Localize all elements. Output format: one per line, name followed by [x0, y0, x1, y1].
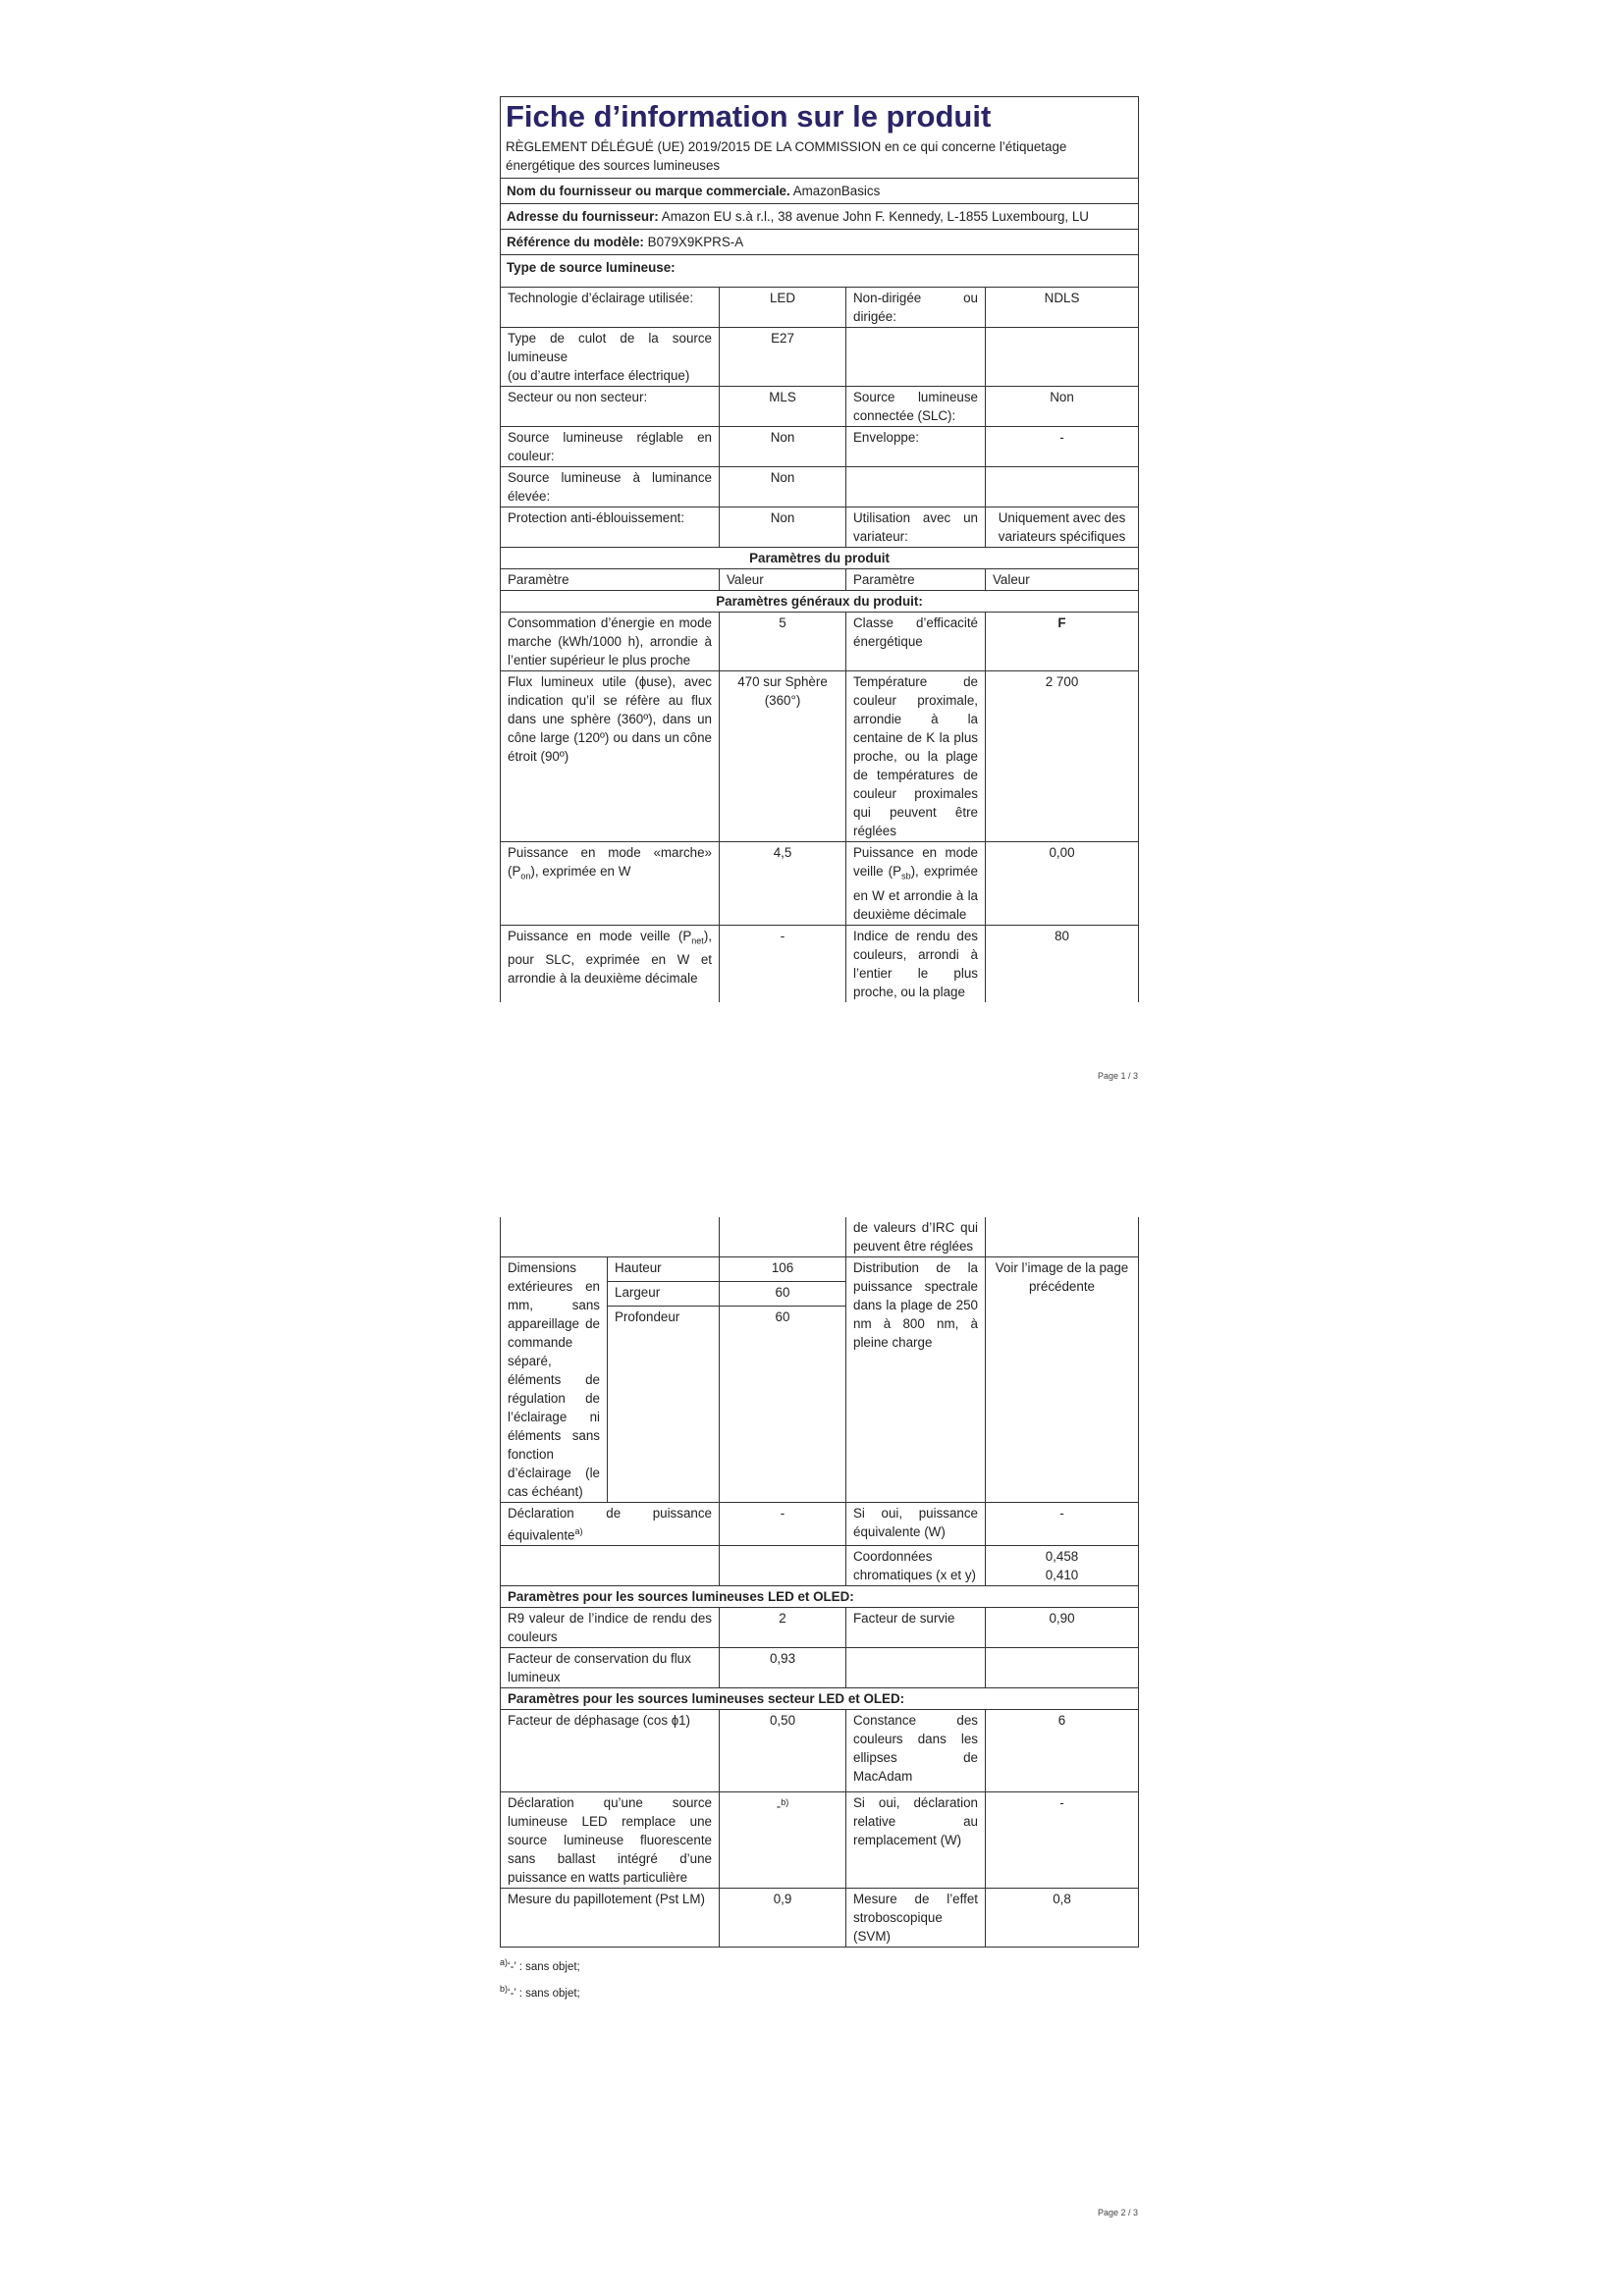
footnote-text: ‘-’ : sans objet; [508, 1988, 580, 2001]
cell-label-line: (ou d’autre interface électrique) [508, 368, 690, 383]
cell-label [846, 467, 986, 507]
label-part: Puissance en mode «marche» (P [508, 845, 712, 879]
cell-label: Si oui, puissance équivalente (W) [846, 1503, 986, 1546]
address-value: Amazon EU s.à r.l., 38 avenue John F. Kennedy, L-1855 Luxembourg, LU [661, 209, 1089, 224]
page-number: Page 2 / 3 [1097, 2208, 1138, 2217]
footnote-marker: a) [500, 1957, 509, 1968]
cell-value [986, 1648, 1139, 1688]
cell-label: Consommation d’énergie en mode marche (kWh/1000 h), arrondie à l’entier supérieur le plus proche [501, 613, 720, 671]
table-row [501, 1889, 1139, 1948]
table-row [501, 1546, 1139, 1586]
table-row [501, 507, 1139, 548]
cell-value: 4,5 [720, 842, 846, 926]
cell-value: 0,9 [720, 1889, 846, 1948]
page-1 [500, 96, 1138, 1081]
cell-value: 0,93 [720, 1648, 846, 1688]
cell-value [720, 1546, 846, 1586]
cell-value: 2 700 [986, 671, 1139, 842]
model-label: Référence du modèle: [507, 235, 644, 249]
light-source-type-heading: Type de source lumineuse: [501, 255, 1139, 288]
address-label: Adresse du fournisseur: [507, 209, 659, 224]
energy-class-value: F [986, 613, 1139, 671]
cell-value: 0,50 [720, 1710, 846, 1792]
cell-label [501, 1503, 720, 1546]
cell-label: Non-dirigée ou dirigée: [846, 288, 986, 328]
cell-value: Non [986, 387, 1139, 427]
footnote-marker: b) [500, 1984, 509, 1995]
cell-value [720, 1792, 846, 1889]
cell-label: Mesure de l’effet stroboscopique (SVM) [846, 1889, 986, 1948]
column-header: Valeur [720, 569, 846, 591]
product-info-table-continued [500, 1217, 1139, 1948]
cell-label: Source lumineuse réglable en couleur: [501, 427, 720, 467]
cell-label: Protection anti-éblouissement: [501, 507, 720, 548]
width-label: Largeur [608, 1282, 720, 1307]
model-row [501, 230, 1139, 255]
cell-label: Si oui, déclaration relative au remplacement (W) [846, 1792, 986, 1889]
spectral-label: Distribution de la puissance spectrale dans la plage de 250 nm à 800 nm, à pleine charge [846, 1257, 986, 1503]
cell-label: Enveloppe: [846, 427, 986, 467]
cell-label [501, 842, 720, 926]
regulation-text: RÈGLEMENT DÉLÉGUÉ (UE) 2019/2015 DE LA COMMISSION en ce qui concerne l’étiquetage énergétique des sources lumineuses [506, 139, 1067, 173]
cell-label [846, 842, 986, 926]
cell-label [846, 1648, 986, 1688]
label-sub: net [691, 935, 704, 946]
label-part: Déclaration de puissance équivalente [508, 1506, 712, 1543]
page-2 [500, 1217, 1138, 2217]
cell-value: E27 [720, 328, 846, 387]
depth-value: 60 [720, 1307, 846, 1503]
cell-label: Facteur de survie [846, 1608, 986, 1648]
cell-label: Classe d’efficacité énergétique [846, 613, 986, 671]
cell-value: MLS [720, 387, 846, 427]
cell-value: 0,8 [986, 1889, 1139, 1948]
cell-value [720, 1217, 846, 1257]
cell-label [501, 925, 720, 1002]
table-row [501, 1608, 1139, 1648]
cell-value: - [986, 1503, 1139, 1546]
spectral-value: Voir l’image de la page précédente [986, 1257, 1139, 1503]
label-sub: on [520, 871, 531, 881]
height-label: Hauteur [608, 1257, 720, 1282]
table-row [501, 1503, 1139, 1546]
section-heading-general-params: Paramètres généraux du produit: [501, 591, 1139, 613]
cell-value [986, 467, 1139, 507]
cell-value: LED [720, 288, 846, 328]
label-sub: sb [901, 871, 911, 881]
footnote-text: ‘-’ : sans objet; [508, 1961, 580, 1974]
cell-label: Source lumineuse à luminance élevée: [501, 467, 720, 507]
cell-label [846, 328, 986, 387]
table-row [501, 925, 1139, 1002]
table-row [501, 1217, 1139, 1257]
cell-label: Facteur de conservation du flux lumineux [501, 1648, 720, 1688]
value-part: - [776, 1798, 782, 1814]
dimensions-label: Dimensions extérieures en mm, sans appareillage de commande séparé, éléments de régulation de l’éclairage ni éléments sans fonction d’éclairage (le cas échéant) [501, 1257, 608, 1503]
cell-value: 6 [986, 1710, 1139, 1792]
section-heading-product-params: Paramètres du produit [501, 548, 1139, 569]
cell-value: 2 [720, 1608, 846, 1648]
model-value: B079X9KPRS-A [647, 235, 744, 249]
footnotes [500, 1951, 1138, 2004]
label-part: Puissance en mode veille (P [508, 928, 692, 943]
cell-label [501, 328, 720, 387]
table-row [501, 1648, 1139, 1688]
cell-label: Mesure du papillotement (Pst LM) [501, 1889, 720, 1948]
table-row [501, 328, 1139, 387]
cell-label-line: Type de culot de la source lumineuse [508, 331, 712, 364]
supplier-row [501, 179, 1139, 204]
table-row [501, 1792, 1139, 1889]
cell-value: - [720, 925, 846, 1002]
footnote-b [500, 1978, 1138, 2004]
cell-label: de valeurs d’IRC qui peuvent être réglées [846, 1217, 986, 1257]
table-row [501, 1710, 1139, 1792]
column-header: Paramètre [501, 569, 720, 591]
product-info-table [500, 96, 1139, 1002]
chromaticity-x: 0,458 [1045, 1549, 1079, 1565]
page-number: Page 1 / 3 [1097, 1071, 1138, 1081]
label-part: Puissance en mode veille (P [853, 845, 978, 879]
cell-value: NDLS [986, 288, 1139, 328]
cell-label: Coordonnées chromatiques (x et y) [846, 1546, 986, 1586]
supplier-value: AmazonBasics [792, 184, 881, 198]
column-header-row [501, 569, 1139, 591]
chromaticity-value [986, 1546, 1139, 1586]
cell-value: 0,00 [986, 842, 1139, 926]
table-row [501, 1257, 1139, 1282]
table-row [501, 671, 1139, 842]
value-sup: b) [781, 1797, 789, 1808]
cell-label: Déclaration qu’une source lumineuse LED remplace une source lumineuse fluorescente sans ballast intégré d’une puissance en watts particulière [501, 1792, 720, 1889]
cell-label: Indice de rendu des couleurs, arrondi à l’entier le plus proche, ou la plage [846, 925, 986, 1002]
cell-label [501, 1217, 720, 1257]
table-row [501, 613, 1139, 671]
address-row [501, 204, 1139, 230]
cell-value: Non [720, 427, 846, 467]
label-sup: a) [574, 1526, 583, 1536]
cell-value: 0,90 [986, 1608, 1139, 1648]
cell-value: - [720, 1503, 846, 1546]
chromaticity-y: 0,410 [1045, 1568, 1079, 1583]
height-value: 106 [720, 1257, 846, 1282]
cell-label: Flux lumineux utile (ɸuse), avec indication qu’il se réfère au flux dans une sphère (360º), dans un cône large (120º) ou dans un cône étroit (90º) [501, 671, 720, 842]
section-heading-led: Paramètres pour les sources lumineuses LED et OLED: [501, 1586, 1139, 1608]
depth-label: Profondeur [608, 1307, 720, 1503]
label-part: ), exprimée en W et arrondie à la deuxième décimale [853, 864, 978, 922]
cell-label: Température de couleur proximale, arrondie à la centaine de K la plus proche, ou la plage de températures de couleur proximales qui peuvent être réglées [846, 671, 986, 842]
cell-label: Facteur de déphasage (cos ɸ1) [501, 1710, 720, 1792]
supplier-label: Nom du fournisseur ou marque commerciale. [507, 184, 790, 198]
table-row [501, 842, 1139, 926]
cell-value [986, 1217, 1139, 1257]
cell-label: Source lumineuse connectée (SLC): [846, 387, 986, 427]
cell-label: Utilisation avec un variateur: [846, 507, 986, 548]
cell-value: - [986, 427, 1139, 467]
cell-label: R9 valeur de l’indice de rendu des couleurs [501, 1608, 720, 1648]
cell-value: 80 [986, 925, 1139, 1002]
label-part: ), pour SLC, exprimée en W et arrondie à la deuxième décimale [508, 928, 712, 987]
section-heading-mains-led: Paramètres pour les sources lumineuses secteur LED et OLED: [501, 1688, 1139, 1710]
cell-value: Non [720, 507, 846, 548]
cell-label: Technologie d’éclairage utilisée: [501, 288, 720, 328]
cell-value: 470 sur Sphère (360°) [720, 671, 846, 842]
table-row [501, 467, 1139, 507]
table-row [501, 387, 1139, 427]
cell-value: - [986, 1792, 1139, 1889]
cell-value: Non [720, 467, 846, 507]
page-title: Fiche d’information sur le produit [506, 99, 992, 133]
cell-value [986, 328, 1139, 387]
cell-label [501, 1546, 720, 1586]
cell-value: Uniquement avec des variateurs spécifiques [986, 507, 1139, 548]
footnote-a [500, 1951, 1138, 1978]
column-header: Valeur [986, 569, 1139, 591]
label-part: ), exprimée en W [530, 864, 631, 879]
table-row [501, 288, 1139, 328]
cell-value: 5 [720, 613, 846, 671]
column-header: Paramètre [846, 569, 986, 591]
width-value: 60 [720, 1282, 846, 1307]
cell-label: Secteur ou non secteur: [501, 387, 720, 427]
table-row [501, 427, 1139, 467]
cell-label: Constance des couleurs dans les ellipses de MacAdam [846, 1710, 986, 1792]
